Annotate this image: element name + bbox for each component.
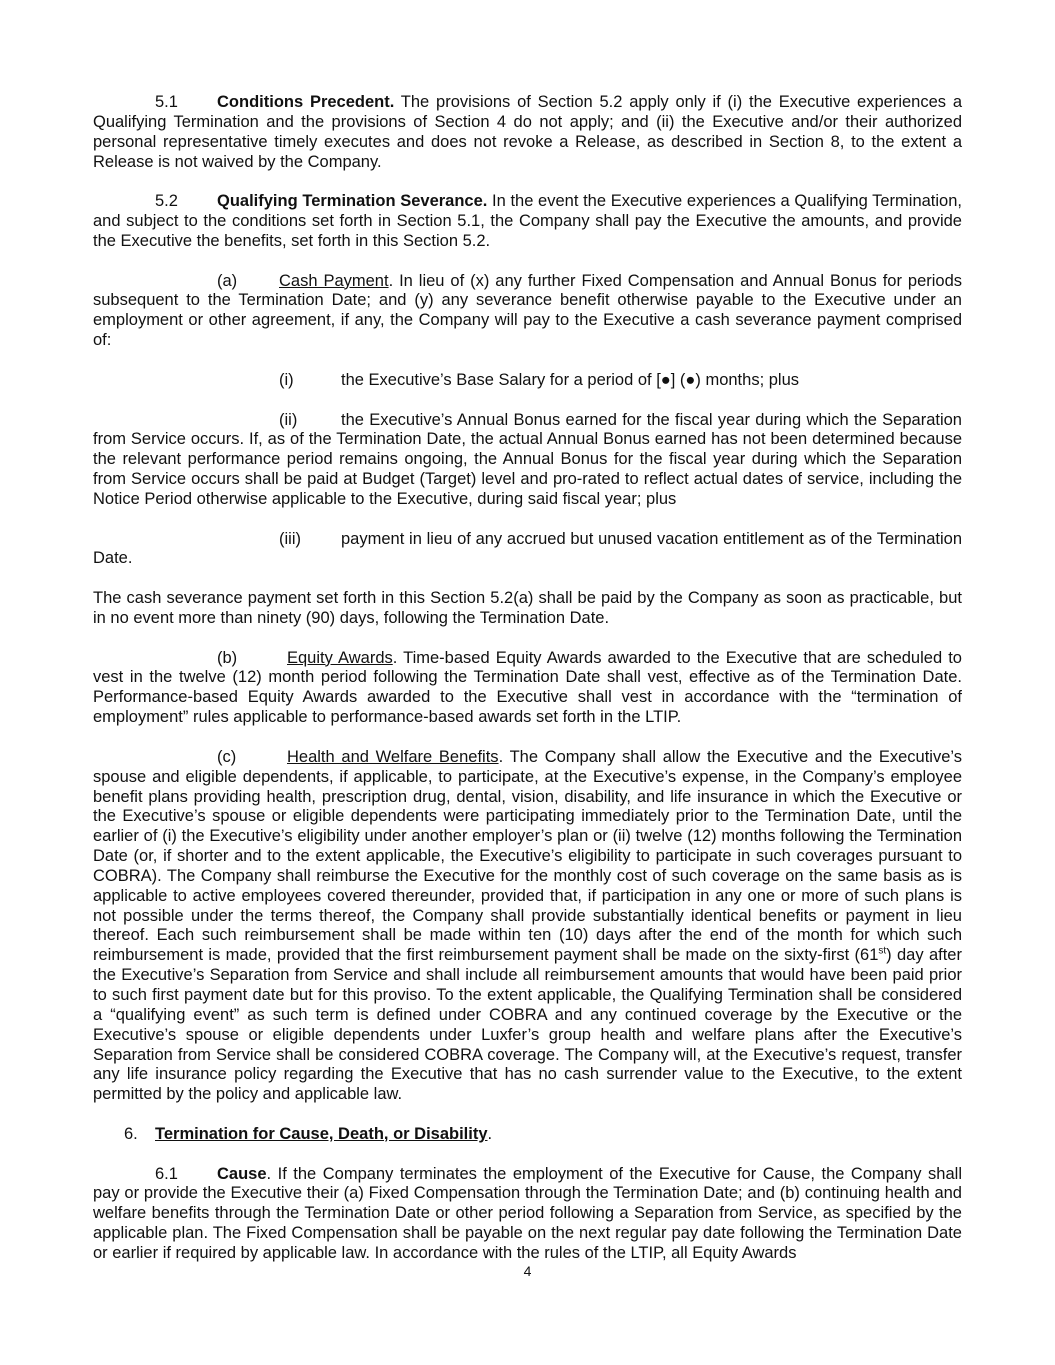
section-number: 6.1 xyxy=(155,1164,178,1183)
page-number: 4 xyxy=(523,1263,532,1279)
item-number: (i) xyxy=(279,370,294,389)
section-text: In the event the Executive experiences a Qualifying Termination, and subject to the conditions set forth in Section 5.1, the Company shall pay the Executive the amounts, and provide the Executive the benefits, set forth in this Section 5.2. xyxy=(93,192,962,250)
subsection-title: Cash Payment xyxy=(279,271,389,290)
section-number: 6. xyxy=(124,1124,138,1143)
section-number: 5.1 xyxy=(155,93,178,111)
item-text: the Executive’s Base Salary for a period of [●] (●) months; plus xyxy=(341,370,800,389)
ordinal-suffix: st xyxy=(878,945,887,957)
subsection-b-equity-awards xyxy=(93,649,962,728)
subsection-number: (b) xyxy=(217,648,238,667)
item-text: the Executive’s Annual Bonus earned for the fiscal year during which the Separation from Service occurs. If, as of the Termination Date, the actual Annual Bonus earned has not been determined because the relevant performance period remains ongoing, the Annual Bonus for the fiscal year during which the Separation from Service occurs shall be paid at Budget (Target) level and pro-rated to reflect actual dates of service, including the Notice Period otherwise applicable to the Executive, during said fiscal year; plus xyxy=(93,410,962,508)
cash-payment-note: The cash severance payment set forth in this Section 5.2(a) shall be paid by the Company as soon as practicable, but in no event more than ninety (90) days, following the Termination Date. xyxy=(93,589,962,627)
section-title: Cause xyxy=(217,1164,267,1183)
subsection-title: Health and Welfare Benefits xyxy=(287,747,499,766)
subsection-number: (a) xyxy=(217,271,238,290)
item-i xyxy=(93,371,962,391)
section-text: The provisions of Section 5.2 apply only if (i) the Executive experiences a Qualifying Termination and the provisions of Section 4 do not apply; and (ii) the Executive and/or their authorized personal representative timely executes and does not revoke a Release, as described in Section 8, to the extent a Release is not waived by the Company. xyxy=(93,93,962,171)
section-5-2 xyxy=(93,192,962,252)
section-title: Termination for Cause, Death, or Disability xyxy=(155,1124,488,1143)
section-title: Conditions Precedent. xyxy=(217,93,395,111)
item-text: payment in lieu of any accrued but unused vacation entitlement as of the Termination Date. xyxy=(93,529,962,568)
subsection-number: (c) xyxy=(217,747,237,766)
section-number: 5.2 xyxy=(155,192,178,211)
subsection-title: Equity Awards xyxy=(287,648,393,667)
subsection-text: . Time-based Equity Awards awarded to the Executive that are scheduled to vest in the twelve (12) month period following the Termination Date shall vest, effective as of the Termination Date. Performance-based Equity Awards awarded to the Executive shall vest in accordance with the “termination of employment” rules applicable to performance-based awards set forth in the LTIP. xyxy=(93,648,962,727)
section-6-1 xyxy=(93,1165,962,1264)
subsection-a-cash-payment xyxy=(93,272,962,351)
section-6-heading xyxy=(124,1125,962,1145)
heading-period: . xyxy=(487,1124,493,1143)
section-title: Qualifying Termination Severance. xyxy=(217,192,488,211)
item-ii xyxy=(93,411,962,510)
subsection-c-health-welfare xyxy=(93,748,962,1105)
item-iii xyxy=(93,530,962,570)
subsection-text: . The Company shall allow the Executive and the Executive’s spouse and eligible dependents, if applicable, to participate, at the Executive’s expense, in the Company’s employee benefit plans providing health, prescription drug, dental, vision, disability, and life insurance in which the Executive or the Executive’s spouse or eligible dependents were participating immediately prior to the Termination Date, until the earlier of (i) the Executive’s eligibility under another employer’s plan or (ii) twelve (12) months following the Termination Date (or, if shorter and to the extent applicable, the Executive’s eligibility to participate in such coverages pursuant to COBRA). The Company shall reimburse the Executive for the monthly cost of such coverage on the same basis as is applicable to active employees covered thereunder, provided that, if participation in any one or more of such plans is not possible under the terms thereof, the Company shall provide substantially identical benefits or payment in lieu thereof. Each such reimbursement shall be made within ten (10) days after the end of the month for which such reimbursement is made, provided that the first reimbursement payment shall be made on the sixty-first (61 xyxy=(93,747,962,965)
item-number: (ii) xyxy=(279,410,298,429)
document-page xyxy=(93,93,962,1264)
section-text: . If the Company terminates the employment of the Executive for Cause, the Company shall pay or provide the Executive their (a) Fixed Compensation through the Termination Date; and (b) continuing health and welfare benefits through the Termination Date or other period following a Separation from Service, as specified by the applicable plan. The Fixed Compensation shall be payable on the next regular pay date following the Termination Date or earlier if required by applicable law. In accordance with the rules of the LTIP, all Equity Awards xyxy=(93,1164,962,1262)
subsection-text-continued: ) day after the Executive’s Separation from Service and shall include all reimbursement amounts that would have been paid prior to such first payment date but for this proviso. To the extent applicable, the Qualifying Termination shall be considered a “qualifying event” as such term is defined under COBRA and any continued coverage by the Executive or the Executive’s spouse or eligible dependents under Luxfer’s group health and welfare plans after the Executive’s Separation from Service shall be considered COBRA coverage. The Company will, at the Executive’s request, transfer any life insurance policy regarding the Executive that has no cash surrender value to the Executive, to the extent permitted by the policy and applicable law. xyxy=(93,946,962,1104)
item-number: (iii) xyxy=(279,529,301,548)
subsection-text: . In lieu of (x) any further Fixed Compensation and Annual Bonus for periods subsequent to the Termination Date; and (y) any severance benefit otherwise payable to the Executive under an employment or other agreement, if any, the Company will pay to the Executive a cash severance payment comprised of: xyxy=(93,271,963,350)
section-5-1 xyxy=(93,93,962,172)
